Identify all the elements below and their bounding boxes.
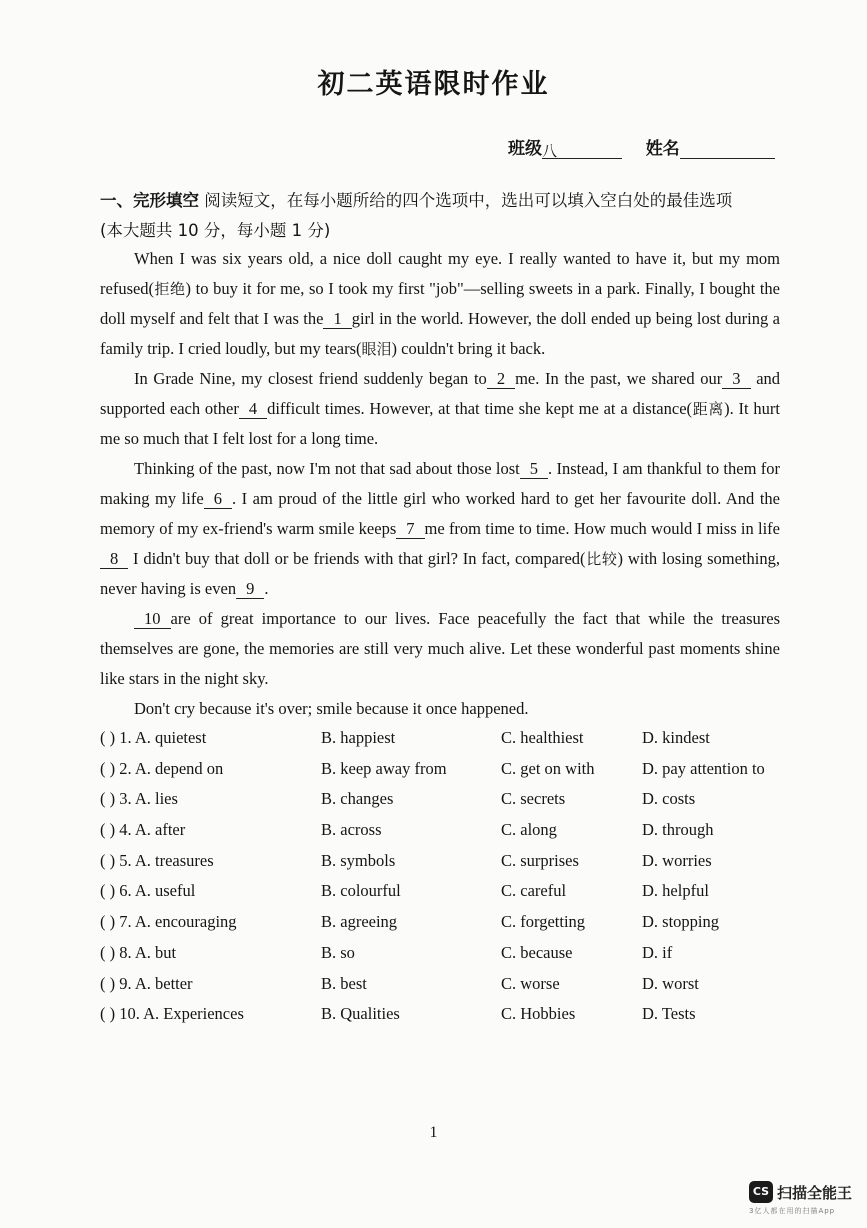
name-field: [680, 140, 775, 159]
cloze-passage: [100, 244, 780, 724]
section-heading: [100, 186, 780, 246]
blank-2: 2: [487, 370, 515, 389]
section-score: (本大题共 10 分，每小题 1 分): [100, 221, 331, 240]
page-title: 初二英语限时作业: [317, 69, 550, 100]
class-field: 八: [542, 140, 622, 159]
blank-3: 3: [722, 370, 750, 389]
passage-paragraph-2: In Grade Nine, my closest friend suddenly began to 2 me. In the past, we shared our 3 and supported each other 4 difficult times. However, at that time she kept me at a distance(距离). It hurt me so much that I felt lost for a long time.: [100, 369, 781, 448]
blank-10: 10: [134, 610, 171, 629]
question-row-6: ( ) 6. A. useful B. colourful C. careful D. helpful: [100, 881, 709, 901]
passage-paragraph-3: Thinking of the past, now I'm not that sad about those lost 5 . Instead, I am thankful to them for making my life 6 . I am proud of the little girl who worked hard to get her favourite doll. And the memory of my ex-friend's warm smile keeps 7 me from time to time. How much would I miss in life8 I didn't buy that doll or be friends with that girl? In fact, compared(比较) with losing something, never having is even 9 .: [100, 459, 781, 598]
question-row-3: ( ) 3. A. lies B. changes C. secrets D. costs: [100, 789, 696, 809]
question-row-5: ( ) 5. A. treasures B. symbols C. surprises D. worries: [100, 850, 712, 870]
camscanner-logo-icon: CS: [749, 1181, 773, 1203]
question-row-8: ( ) 8. A. but B. so C. because D. if: [100, 942, 673, 962]
blank-4: 4: [239, 400, 267, 419]
section-instruction: 阅读短文，在每小题所给的四个选项中，选出可以填入空白处的最佳选项: [199, 191, 733, 210]
class-name-line: [508, 134, 775, 159]
question-row-2: ( ) 2. A. depend on B. keep away from C. get on with D. pay attention to: [100, 758, 765, 778]
question-row-1: ( ) 1. A. quietest B. happiest C. healthiest D. kindest: [100, 728, 710, 747]
blank-7: 7: [396, 520, 424, 539]
question-row-7: ( ) 7. A. encouraging B. agreeing C. forgetting D. stopping: [100, 912, 720, 932]
class-label: 班级: [508, 139, 542, 159]
question-row-10: ( ) 10. A. Experiences B. Qualities C. Hobbies D. Tests: [100, 1004, 696, 1024]
page-number: 1: [429, 1124, 438, 1141]
section-number: 一、: [100, 191, 133, 210]
watermark-name: 扫描全能王: [777, 1184, 853, 1202]
passage-paragraph-4: 10 are of great importance to our lives. Face peacefully the fact that while the treasures themselves are gone, the memories are still very much alive. Let these wonderful past moments shine like stars in the night sky.: [100, 609, 780, 688]
question-options: [100, 724, 800, 1031]
blank-6: 6: [204, 490, 232, 509]
passage-paragraph-1: When I was six years old, a nice doll caught my eye. I really wanted to have it, but my mom refused(拒绝) to buy it for me, so I took my first "job"—selling sweets in a park. Finally, I bought the doll myself and felt that I was the 1 girl in the world. However, the doll ended up being lost during a family trip. I cried loudly, but my tears(眼泪) couldn't bring it back.: [100, 249, 780, 358]
watermark-tagline: 3亿人都在用的扫描App: [749, 1207, 836, 1215]
section-name: 完形填空: [133, 191, 199, 210]
name-label: 姓名: [645, 139, 680, 159]
blank-5: 5: [520, 460, 548, 479]
passage-paragraph-5: Don't cry because it's over; smile because it once happened.: [134, 699, 529, 718]
question-row-9: ( ) 9. A. better B. best C. worse D. worst: [100, 973, 699, 993]
blank-9: 9: [236, 580, 264, 599]
blank-1: 1: [323, 310, 351, 329]
blank-8: 8: [100, 550, 128, 569]
question-row-4: ( ) 4. A. after B. across C. along D. through: [100, 820, 714, 840]
